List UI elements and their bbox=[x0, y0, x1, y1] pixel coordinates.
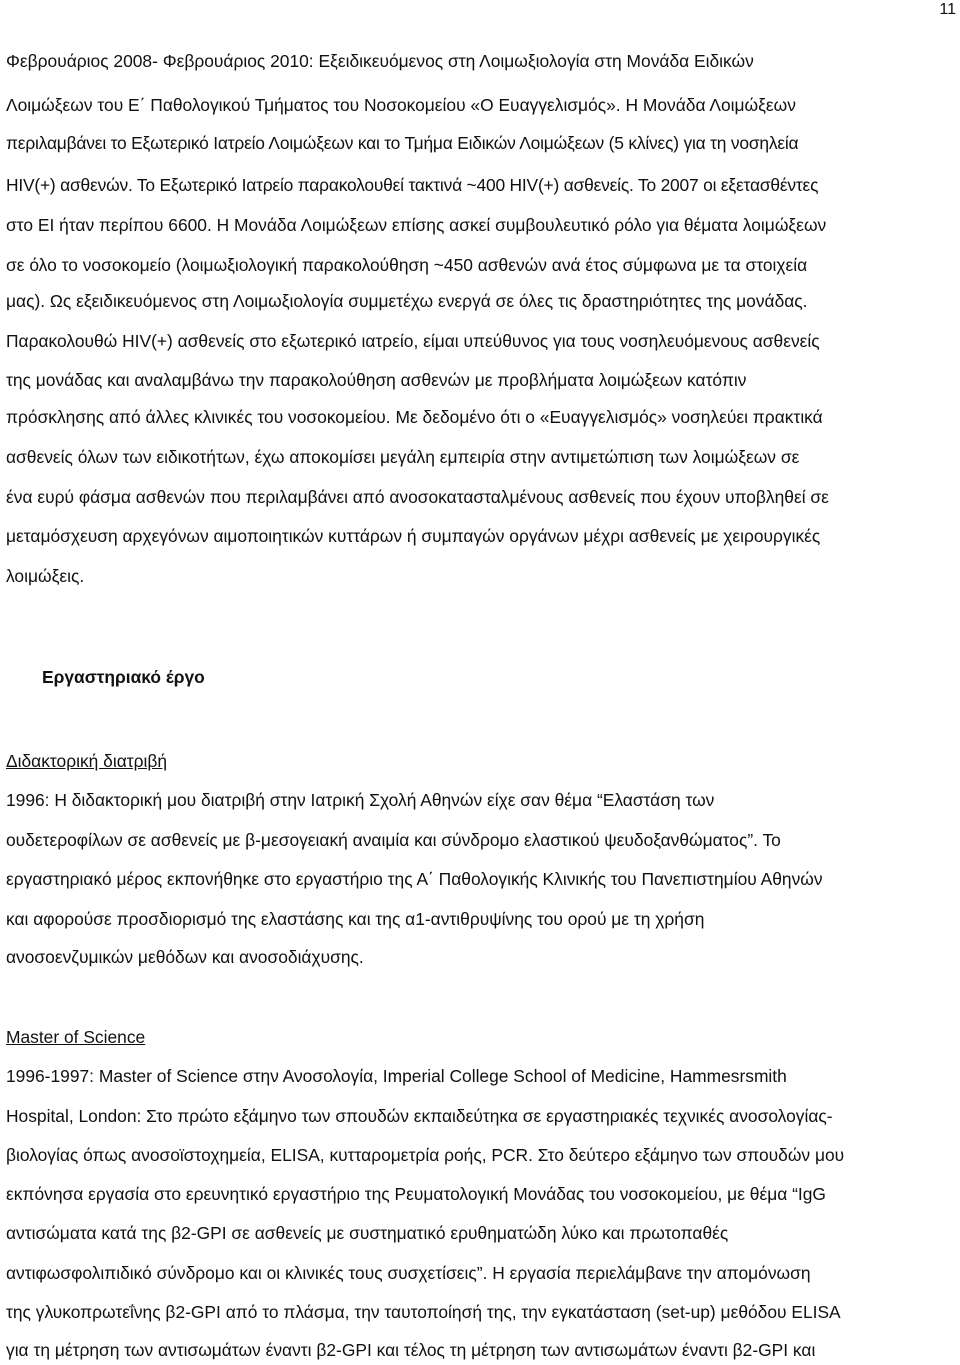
paragraph-line: ένα ευρύ φάσμα ασθενών που περιλαμβάνει από ανοσοκατασταλμένους ασθενείς που έχουν υποβληθεί σε bbox=[6, 487, 829, 507]
page-number: 11 bbox=[939, 1, 956, 18]
paragraph-line: της γλυκοπρωτεΐνης β2-GPI από το πλάσμα, την ταυτοποίησή της, την εγκατάσταση (set-up) μεθόδου ELISA bbox=[6, 1302, 841, 1322]
paragraph-line: HIV(+) ασθενών. Το Εξωτερικό Ιατρείο παρακολουθεί τακτινά ~400 HIV(+) ασθενείς. Το 2007 οι εξετασθέντες bbox=[6, 175, 819, 195]
msc-heading: Master of Science bbox=[6, 1027, 146, 1047]
paragraph-line: περιλαμβάνει το Εξωτερικό Ιατρείο Λοιμώξεων και το Τμήμα Ειδικών Λοιμώξεων (5 κλίνες) για τη νοσηλεία bbox=[6, 133, 799, 153]
paragraph-line: 1996-1997: Master of Science στην Ανοσολογία, Imperial College School of Medicine, Hammesrsmith bbox=[6, 1066, 787, 1086]
paragraph-line: μεταμόσχευση αρχεγόνων αιμοποιητικών κυττάρων ή συμπαγών οργάνων μέχρι ασθενείς με χειρουργικές bbox=[6, 526, 821, 546]
paragraph-line: βιολογίας όπως ανοσοϊστοχημεία, ELISA, κυτταρομετρία ροής, PCR. Στο δεύτερο εξάμηνο των σπουδών μου bbox=[6, 1145, 845, 1165]
paragraph-line: 1996: Η διδακτορική μου διατριβή στην Ιατρική Σχολή Αθηνών είχε σαν θέμα “Ελαστάση των bbox=[6, 790, 715, 810]
paragraph-line: εργαστηριακό μέρος εκπονήθηκε στο εργαστήριο της Α΄ Παθολογικής Κλινικής του Πανεπιστημίου Αθηνών bbox=[6, 869, 823, 889]
lab-work-heading: Εργαστηριακό έργο bbox=[42, 667, 205, 687]
paragraph-line: της μονάδας και αναλαμβάνω την παρακολούθηση ασθενών με προβλήματα λοιμώξεων κατόπιν bbox=[6, 370, 747, 390]
paragraph-line: για τη μέτρηση των αντισωμάτων έναντι β2-GPI και τέλος τη μέτρηση των αντισωμάτων έναντι β2-GPI και bbox=[6, 1340, 816, 1360]
paragraph-line: αντιφωσφολιπιδικό σύνδρομο και οι κλινικές τους συσχετίσεις”. Η εργασία περιελάμβανε την απομόνωση bbox=[6, 1263, 811, 1283]
paragraph-line: Λοιμώξεων του Ε΄ Παθολογικού Τμήματος του Νοσοκομείου «Ο Ευαγγελισμός». Η Μονάδα Λοιμώξεων bbox=[6, 95, 796, 115]
paragraph-line: ασθενείς όλων των ειδικοτήτων, έχω αποκομίσει μεγάλη εμπειρία στην αντιμετώπιση των λοιμώξεων σε bbox=[6, 447, 800, 467]
paragraph-line: Hospital, London: Στο πρώτο εξάμηνο των σπουδών εκπαιδεύτηκα σε εργαστηριακές τεχνικές ανοσολογίας- bbox=[6, 1106, 833, 1126]
paragraph-line: σε όλο το νοσοκομείο (λοιμωξιολογική παρακολούθηση ~450 ασθενών ανά έτος σύμφωνα με τα στοιχεία bbox=[6, 255, 808, 275]
paragraph-line: αντισώματα κατά της β2-GPI σε ασθενείς με συστηματικό ερυθηματώδη λύκο και πρωτοπαθές bbox=[6, 1223, 729, 1243]
paragraph-line: και αφορούσε προσδιορισμό της ελαστάσης και της α1-αντιθρυψίνης του ορού με τη χρήση bbox=[6, 909, 705, 929]
thesis-heading: Διδακτορική διατριβή bbox=[6, 751, 168, 771]
paragraph-line: στο ΕΙ ήταν περίπου 6600. Η Μονάδα Λοιμώξεων επίσης ασκεί συμβουλευτικό ρόλο για θέματα λοιμώξεων bbox=[6, 215, 827, 235]
paragraph-line: Παρακολουθώ HIV(+) ασθενείς στο εξωτερικό ιατρείο, είμαι υπεύθυνος για τους νοσηλευόμενους ασθενείς bbox=[6, 331, 820, 351]
paragraph-line: ουδετεροφίλων σε ασθενείς με β-μεσογειακή αναιμία και σύνδρομο ελαστικού ψευδοξανθώματος”. Το bbox=[6, 830, 781, 850]
paragraph-line: Φεβρουάριος 2008- Φεβρουάριος 2010: Εξειδικευόμενος στη Λοιμωξιολογία στη Μονάδα Ειδικών bbox=[6, 51, 754, 71]
paragraph-line: μας). Ως εξειδικευόμενος στη Λοιμωξιολογία συμμετέχω ενεργά σε όλες τις δραστηριότητες της μονάδας. bbox=[6, 291, 808, 311]
paragraph-line: πρόσκλησης από άλλες κλινικές του νοσοκομείου. Με δεδομένο ότι ο «Ευαγγελισμός» νοσηλεύει πρακτικά bbox=[6, 407, 823, 427]
paragraph-line: εκπόνησα εργασία στο ερευνητικό εργαστήριο της Ρευματολογική Μονάδας του νοσοκομείου, με θέμα “IgG bbox=[6, 1184, 826, 1204]
paragraph-line: λοιμώξεις. bbox=[6, 566, 85, 586]
paragraph-line: ανοσοενζυμικών μεθόδων και ανοσοδιάχυσης. bbox=[6, 947, 364, 967]
